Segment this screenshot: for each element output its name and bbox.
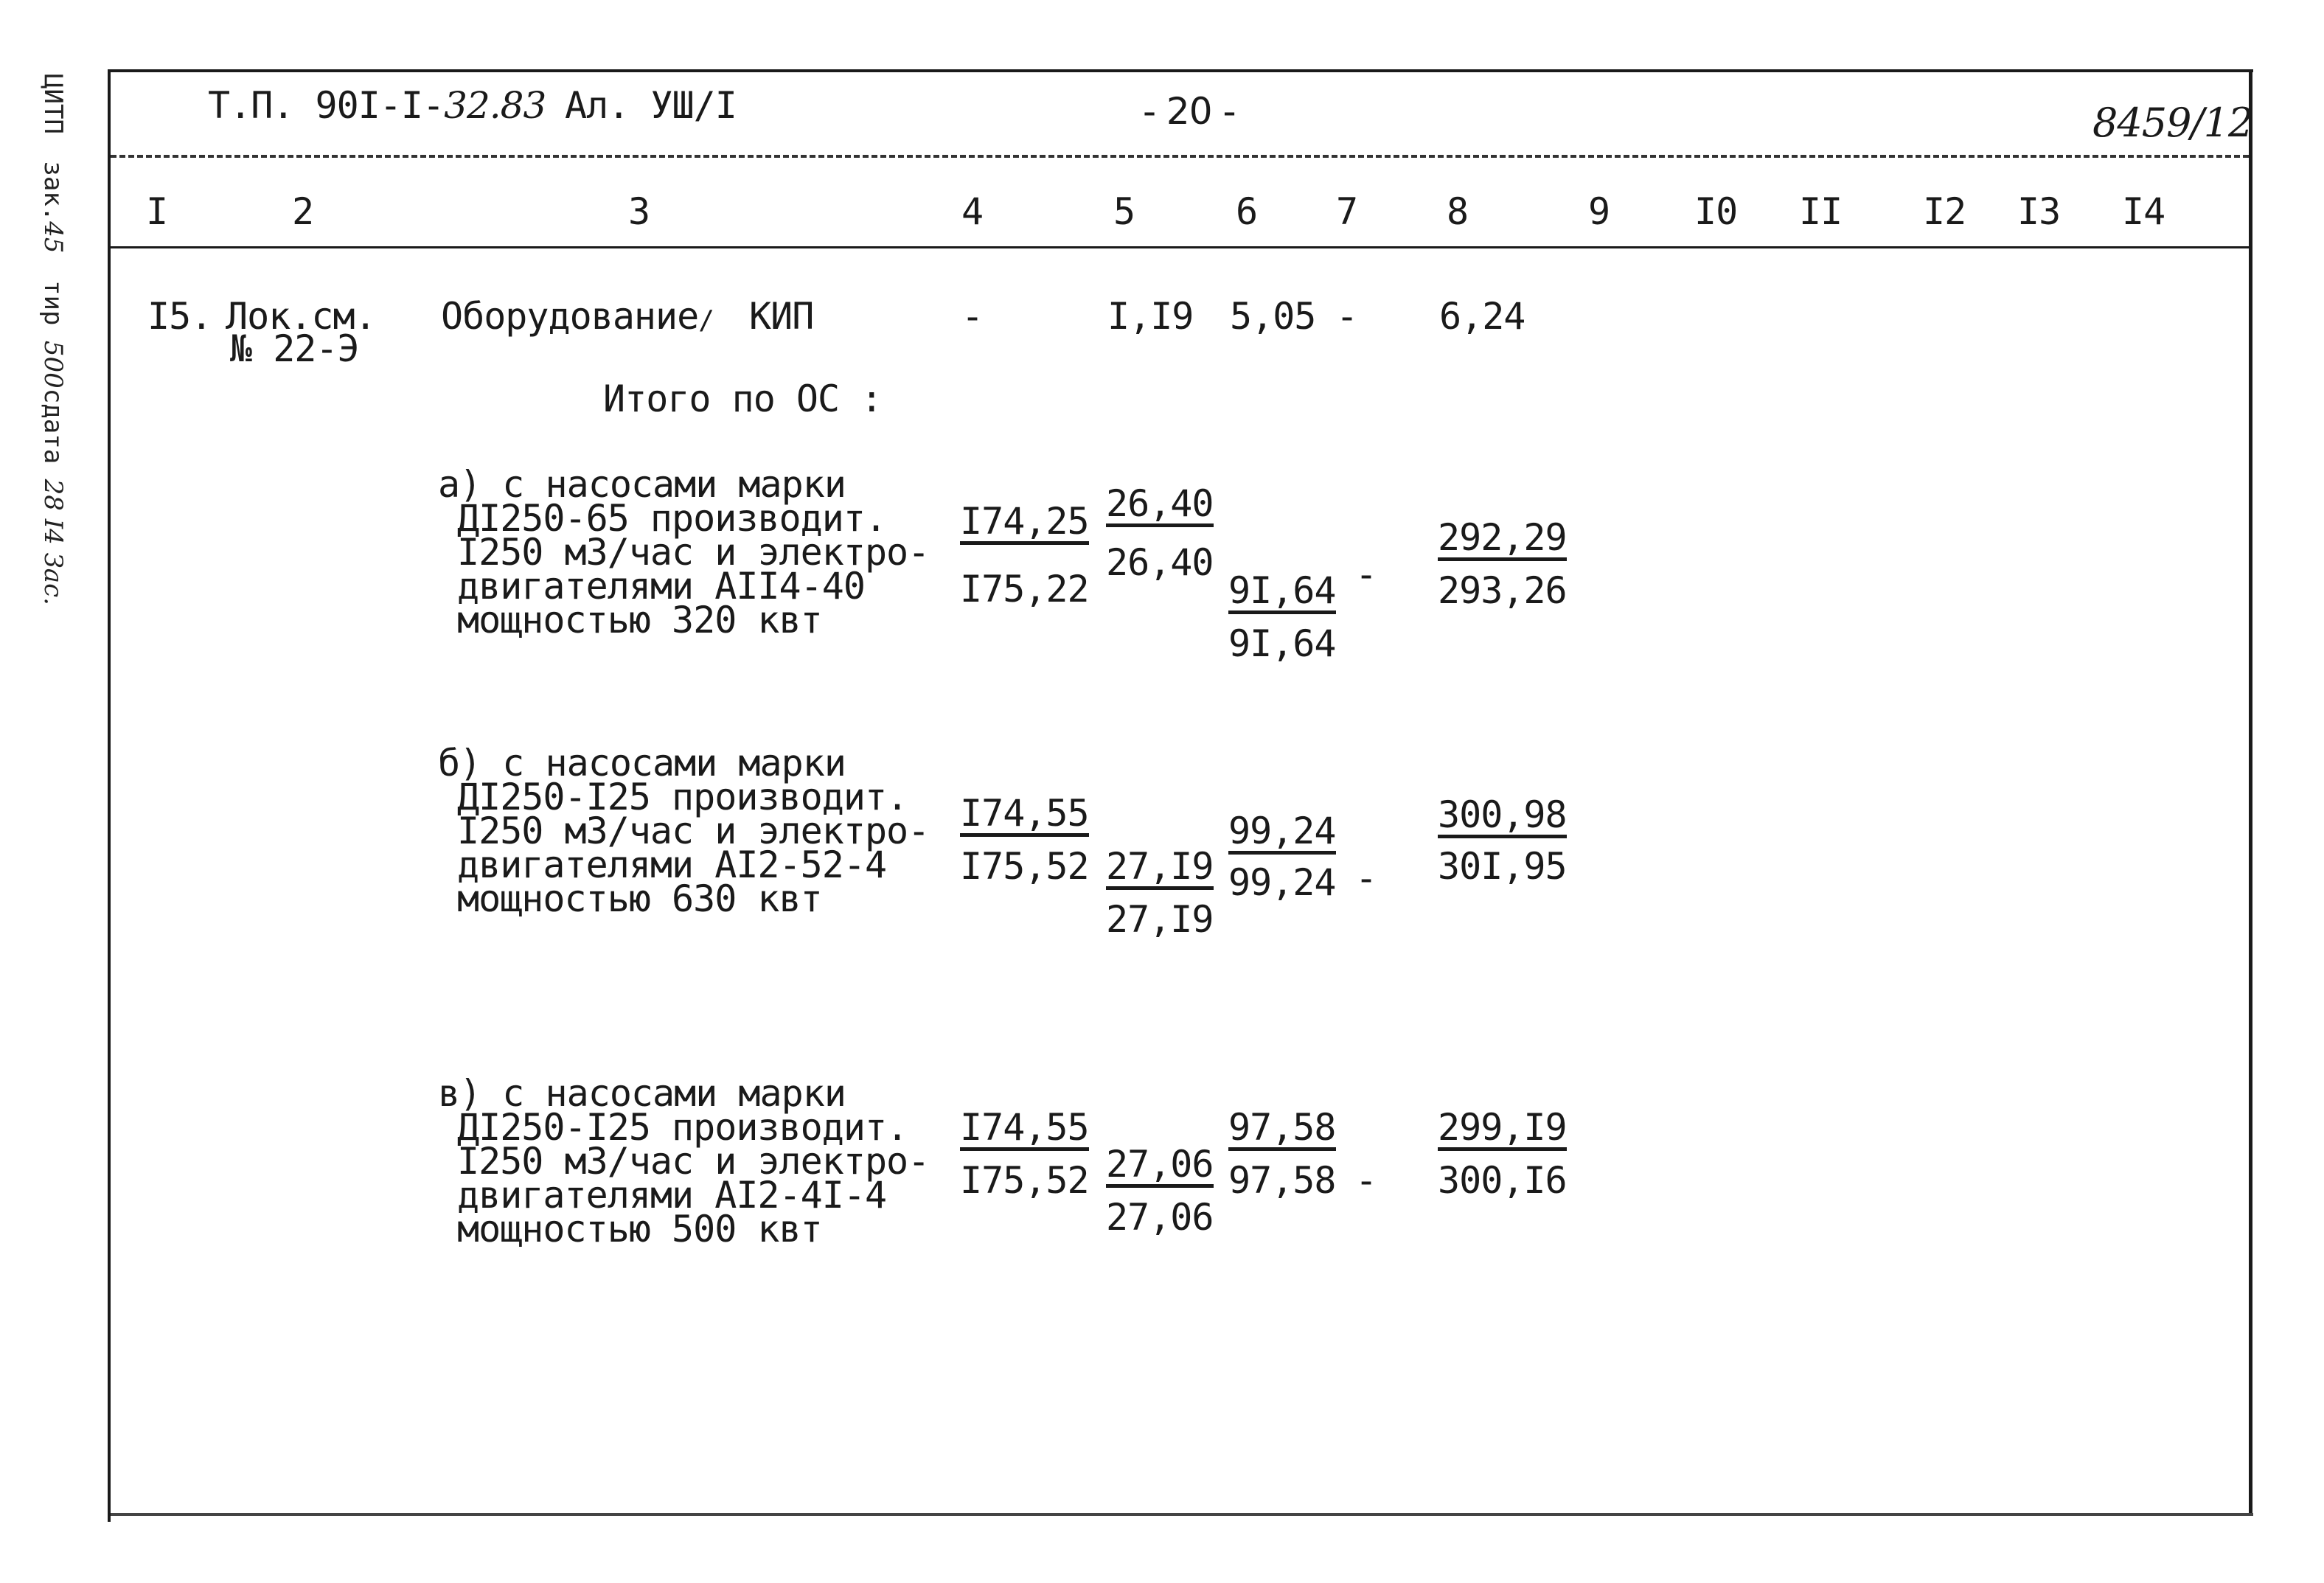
variant-a-line4: двигателями АII4-40 <box>457 565 865 608</box>
variant-c-col8-top: 299,I9 <box>1438 1109 1567 1151</box>
item-kip: КИП <box>749 295 814 338</box>
row-col5: I,I9 <box>1107 295 1194 338</box>
header-divider <box>111 155 2249 158</box>
variant-a-col5-top: 26,40 <box>1106 485 1214 527</box>
frame-top-border <box>111 69 2253 72</box>
variant-c-line1: в) с насосами марки <box>438 1072 846 1115</box>
variant-b-line3: I250 м3/час и электро- <box>457 810 930 852</box>
stamp-order-number: 45 <box>38 221 68 254</box>
variant-a-line1: а) с насосами марки <box>438 463 846 506</box>
variant-c-line5: мощностью 500 квт <box>457 1208 822 1250</box>
variant-a-col4-bottom: I75,22 <box>960 568 1089 610</box>
column-number-4: 4 <box>961 190 984 233</box>
column-number-12: I2 <box>1923 190 1966 233</box>
side-stamp <box>38 74 68 605</box>
column-header-divider <box>111 246 2249 248</box>
column-number-3: 3 <box>628 190 650 233</box>
variant-c-col4-top: I74,55 <box>960 1109 1089 1151</box>
column-number-1: I <box>146 190 168 233</box>
variant-a-line3: I250 м3/час и электро- <box>457 531 930 574</box>
frame-bottom-border <box>111 1513 2253 1516</box>
variant-c-col6-bottom: 97,58 <box>1228 1159 1336 1202</box>
variant-c-col8-bottom: 300,I6 <box>1438 1159 1567 1202</box>
variant-c-col4-bottom: I75,52 <box>960 1159 1089 1202</box>
stamp-order-label: зак. <box>38 161 68 222</box>
column-number-9: 9 <box>1588 190 1610 233</box>
row-number: I5. <box>147 295 212 338</box>
estimate-doc-line1: Лок.см. <box>226 295 376 338</box>
variant-b-line1: б) с насосами марки <box>438 742 846 784</box>
variant-c-col6-top: 97,58 <box>1228 1109 1336 1151</box>
row-col6: 5,05 <box>1230 295 1316 338</box>
page-number: - 20 - <box>1143 90 1236 133</box>
stamp-tirage-label: тир <box>38 280 68 326</box>
variant-a-col5-bottom: 26,40 <box>1106 541 1214 584</box>
variant-c-line3: I250 м3/час и электро- <box>457 1140 930 1183</box>
column-number-13: I3 <box>2017 190 2061 233</box>
variant-b-col4-bottom: I75,52 <box>960 845 1089 888</box>
item-name-slash: / <box>698 305 714 335</box>
variant-b-col6-bottom: 99,24 <box>1228 861 1336 904</box>
document-code-handwritten: 32.83 <box>444 84 546 127</box>
frame-right-border <box>2249 69 2252 1514</box>
variant-b-col5-bottom: 27,I9 <box>1106 898 1214 941</box>
row-col4: - <box>961 295 984 338</box>
column-number-14: I4 <box>2122 190 2165 233</box>
variant-a-col6-top: 9I,64 <box>1228 572 1336 614</box>
document-code-printed: Т.П. 90I-I- <box>208 84 445 127</box>
column-number-7: 7 <box>1336 190 1358 233</box>
variant-b-col6-top: 99,24 <box>1228 813 1336 855</box>
variant-b-col8-top: 300,98 <box>1438 796 1567 838</box>
variant-a-col6-bottom: 9I,64 <box>1228 622 1336 665</box>
variant-a-col8-bottom: 293,26 <box>1438 569 1567 612</box>
variant-b-col7: - <box>1355 857 1377 900</box>
variant-a-line2: ДI250-65 производит. <box>457 497 887 540</box>
inventory-number: 8459/12 <box>2092 100 2253 146</box>
variant-b-line5: мощностью 630 квт <box>457 877 822 920</box>
row-col7: - <box>1336 295 1358 338</box>
variant-a-col7: - <box>1355 553 1377 596</box>
variant-a-col4-top: I74,25 <box>960 503 1089 545</box>
column-number-6: 6 <box>1236 190 1258 233</box>
column-number-11: II <box>1799 190 1843 233</box>
column-number-10: I0 <box>1694 190 1738 233</box>
variant-a-line5: мощностью 320 квт <box>457 599 822 641</box>
variant-b-col8-bottom: 30I,95 <box>1438 845 1567 888</box>
stamp-tirage-number: 500 <box>38 340 68 389</box>
row-col8: 6,24 <box>1439 295 1525 338</box>
column-number-5: 5 <box>1113 190 1135 233</box>
document-code <box>208 84 546 127</box>
stamp-org: ЦИТП <box>38 74 68 134</box>
item-name-text: Оборудование <box>441 295 699 338</box>
variant-c-line2: ДI250-I25 производит. <box>457 1106 908 1149</box>
variant-c-col5-bottom: 27,06 <box>1106 1196 1214 1239</box>
frame-left-border <box>108 69 111 1522</box>
variant-a-col8-top: 292,29 <box>1438 519 1567 561</box>
variant-c-col5-top: 27,06 <box>1106 1146 1214 1188</box>
variant-b-col4-top: I74,55 <box>960 795 1089 837</box>
album-label: Ал. УШ/I <box>565 84 737 127</box>
stamp-date-label: сдата <box>38 388 68 465</box>
variant-b-col5-top: 27,I9 <box>1106 848 1214 890</box>
variant-b-line2: ДI250-I25 производит. <box>457 776 908 818</box>
total-label: Итого по ОС : <box>603 378 883 420</box>
stamp-date-value: 28 I4 Зас. <box>38 479 68 605</box>
column-number-2: 2 <box>292 190 314 233</box>
variant-b-line4: двигателями АI2-52-4 <box>457 843 887 886</box>
variant-c-line4: двигателями АI2-4I-4 <box>457 1174 887 1217</box>
variant-c-col7: - <box>1355 1159 1377 1202</box>
column-number-8: 8 <box>1447 190 1469 233</box>
estimate-doc-line2: № 22-Э <box>230 327 359 370</box>
item-name <box>441 295 714 338</box>
